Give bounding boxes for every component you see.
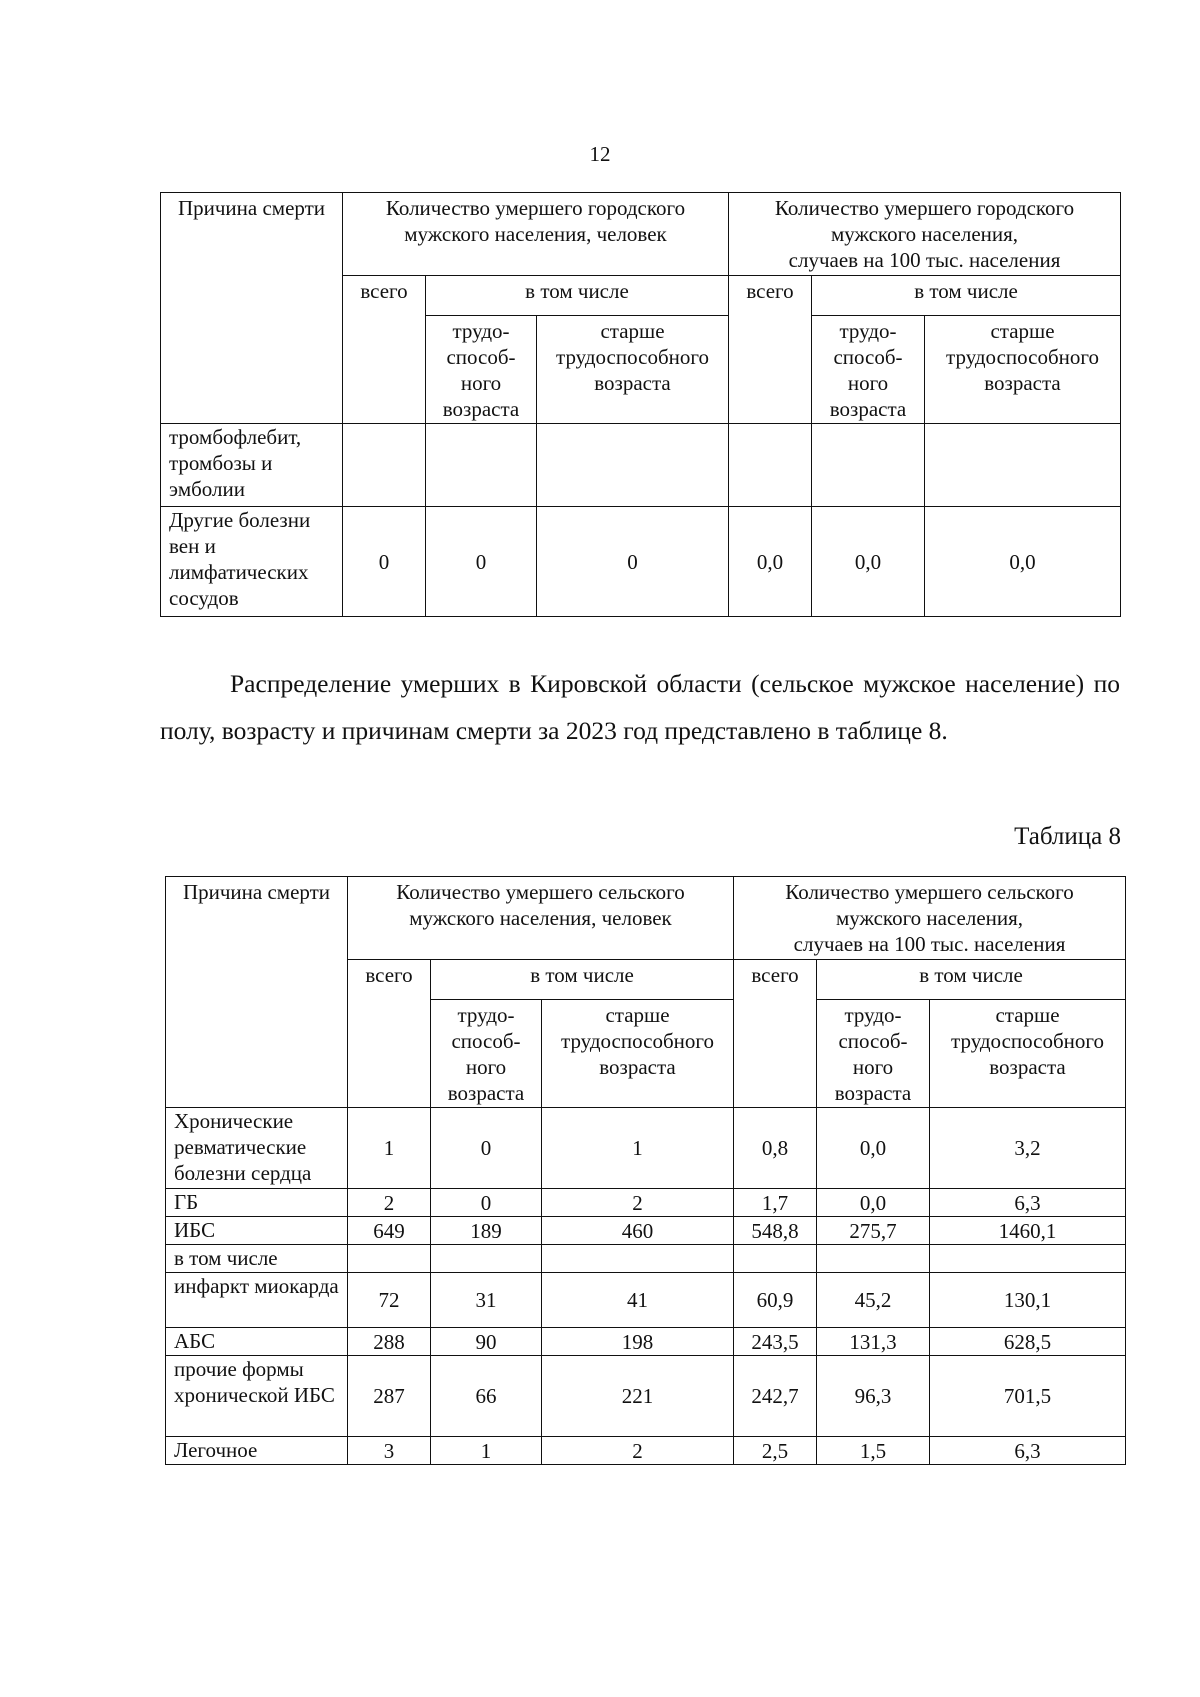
header-rate-line1: Количество умершего городского (774, 196, 1075, 220)
table-row (166, 1437, 1126, 1465)
cell-count-older: 41 (542, 1273, 734, 1328)
header-rate-line3: случаев на 100 тыс. населения (793, 932, 1066, 956)
cell-count-total: 287 (348, 1356, 431, 1437)
cell-rate-working: 96,3 (817, 1356, 930, 1437)
cell-rate-working: 275,7 (817, 1217, 930, 1245)
table-row (166, 1328, 1126, 1356)
table-row (166, 1245, 1126, 1273)
table-row (166, 1356, 1126, 1437)
header-count-including: в том числе (431, 960, 734, 1000)
header-rate-including: в том числе (812, 276, 1121, 316)
cell-rate-total: 243,5 (734, 1328, 817, 1356)
header-rate-including: в том числе (817, 960, 1126, 1000)
cell-cause: Хронические ревматические болезни сердца (166, 1108, 348, 1189)
cell-count-total: 3 (348, 1437, 431, 1465)
cell-count-older: 2 (542, 1189, 734, 1217)
cell-count-working: 31 (431, 1273, 542, 1328)
header-rate-total: всего (734, 960, 817, 1108)
cell-rate-older: 3,2 (930, 1108, 1126, 1189)
cell-rate-total: 242,7 (734, 1356, 817, 1437)
cell-count-older: 0 (537, 507, 729, 617)
table-7 (160, 192, 1121, 617)
header-cause: Причина смерти (166, 877, 348, 1108)
cell-count-working: 66 (431, 1356, 542, 1437)
cell-rate-older: 0,0 (925, 507, 1121, 617)
cell-rate-total: 60,9 (734, 1273, 817, 1328)
page-number: 12 (589, 142, 611, 166)
header-count-working: трудо-способ-ного возраста (426, 316, 537, 424)
header-count-total: всего (343, 276, 426, 424)
cell-rate-working: 0,0 (812, 507, 925, 617)
cell-rate-total: 0,0 (729, 507, 812, 617)
body-paragraph: Распределение умерших в Кировской области (сельское мужское население) по полу, возрасту и причинам смерти за 2023 год представлено в таблице 8. (160, 669, 1120, 745)
header-rate-total: всего (729, 276, 812, 424)
cell-cause: тромбофлебит, тромбозы и эмболии (161, 424, 343, 507)
cell-count-working: 0 (431, 1189, 542, 1217)
cell-rate-working: 0,0 (817, 1189, 930, 1217)
header-count-older: старше трудоспособного возраста (542, 1000, 734, 1108)
cell-rate-older: 628,5 (930, 1328, 1126, 1356)
table-8-caption: Таблица 8 (1014, 823, 1121, 850)
cell-count-total: 2 (348, 1189, 431, 1217)
cell-count-older: 198 (542, 1328, 734, 1356)
table-8 (165, 876, 1126, 1465)
cell-rate-working: 1,5 (817, 1437, 930, 1465)
header-rate-line2: мужского населения, (835, 906, 1024, 930)
header-rate-working: трудо-способ-ного возраста (817, 1000, 930, 1108)
cell-rate-working (812, 424, 925, 507)
header-rate-group (729, 193, 1121, 276)
cell-count-working: 189 (431, 1217, 542, 1245)
cell-cause: Легочное (166, 1437, 348, 1465)
cell-rate-older: 6,3 (930, 1189, 1126, 1217)
cell-rate-older: 6,3 (930, 1437, 1126, 1465)
header-rate-group (734, 877, 1126, 960)
header-cause: Причина смерти (161, 193, 343, 424)
header-count-older: старше трудоспособного возраста (537, 316, 729, 424)
header-rate-line1: Количество умершего сельского (785, 880, 1074, 904)
cell-count-working: 1 (431, 1437, 542, 1465)
cell-cause: Другие болезни вен и лимфатических сосудов (161, 507, 343, 617)
cell-rate-older: 1460,1 (930, 1217, 1126, 1245)
cell-rate-working: 131,3 (817, 1328, 930, 1356)
cell-rate-older: 701,5 (930, 1356, 1126, 1437)
cell-rate-total: 0,8 (734, 1108, 817, 1189)
cell-count-older: 1 (542, 1108, 734, 1189)
cell-count-total (343, 424, 426, 507)
header-rate-older: старше трудоспособного возраста (925, 316, 1121, 424)
table-row (161, 424, 1121, 507)
table-row (161, 507, 1121, 617)
cell-count-total: 0 (343, 507, 426, 617)
cell-count-total: 288 (348, 1328, 431, 1356)
cell-count-working: 90 (431, 1328, 542, 1356)
cell-cause: ИБС (166, 1217, 348, 1245)
cell-rate-older (930, 1245, 1126, 1273)
table-row (166, 1189, 1126, 1217)
header-rate-older: старше трудоспособного возраста (930, 1000, 1126, 1108)
table-row (166, 1217, 1126, 1245)
cell-count-older (537, 424, 729, 507)
header-count-group: Количество умершего сельского мужского населения, человек (348, 877, 734, 960)
cell-count-total: 72 (348, 1273, 431, 1328)
cell-cause: инфаркт миокарда (166, 1273, 348, 1328)
cell-cause: прочие формы хронической ИБС (166, 1356, 348, 1437)
cell-rate-total: 2,5 (734, 1437, 817, 1465)
header-count-including: в том числе (426, 276, 729, 316)
cell-cause: АБС (166, 1328, 348, 1356)
cell-cause: в том числе (166, 1245, 348, 1273)
cell-rate-working: 45,2 (817, 1273, 930, 1328)
cell-cause: ГБ (166, 1189, 348, 1217)
cell-count-working (431, 1245, 542, 1273)
cell-count-working: 0 (426, 507, 537, 617)
cell-count-total: 649 (348, 1217, 431, 1245)
cell-count-older: 460 (542, 1217, 734, 1245)
cell-rate-total: 548,8 (734, 1217, 817, 1245)
cell-count-total: 1 (348, 1108, 431, 1189)
cell-rate-older (925, 424, 1121, 507)
header-count-working: трудо-способ-ного возраста (431, 1000, 542, 1108)
cell-rate-older: 130,1 (930, 1273, 1126, 1328)
cell-rate-total (729, 424, 812, 507)
cell-count-total (348, 1245, 431, 1273)
cell-rate-total (734, 1245, 817, 1273)
cell-rate-working: 0,0 (817, 1108, 930, 1189)
cell-count-older: 2 (542, 1437, 734, 1465)
cell-count-working: 0 (431, 1108, 542, 1189)
cell-count-older: 221 (542, 1356, 734, 1437)
cell-count-older (542, 1245, 734, 1273)
header-count-total: всего (348, 960, 431, 1108)
header-rate-working: трудо-способ-ного возраста (812, 316, 925, 424)
header-count-group: Количество умершего городского мужского населения, человек (343, 193, 729, 276)
cell-rate-total: 1,7 (734, 1189, 817, 1217)
header-rate-line2: мужского населения, (830, 222, 1019, 246)
cell-rate-working (817, 1245, 930, 1273)
table-row (166, 1273, 1126, 1328)
cell-count-working (426, 424, 537, 507)
table-row (166, 1108, 1126, 1189)
header-rate-line3: случаев на 100 тыс. населения (788, 248, 1061, 272)
